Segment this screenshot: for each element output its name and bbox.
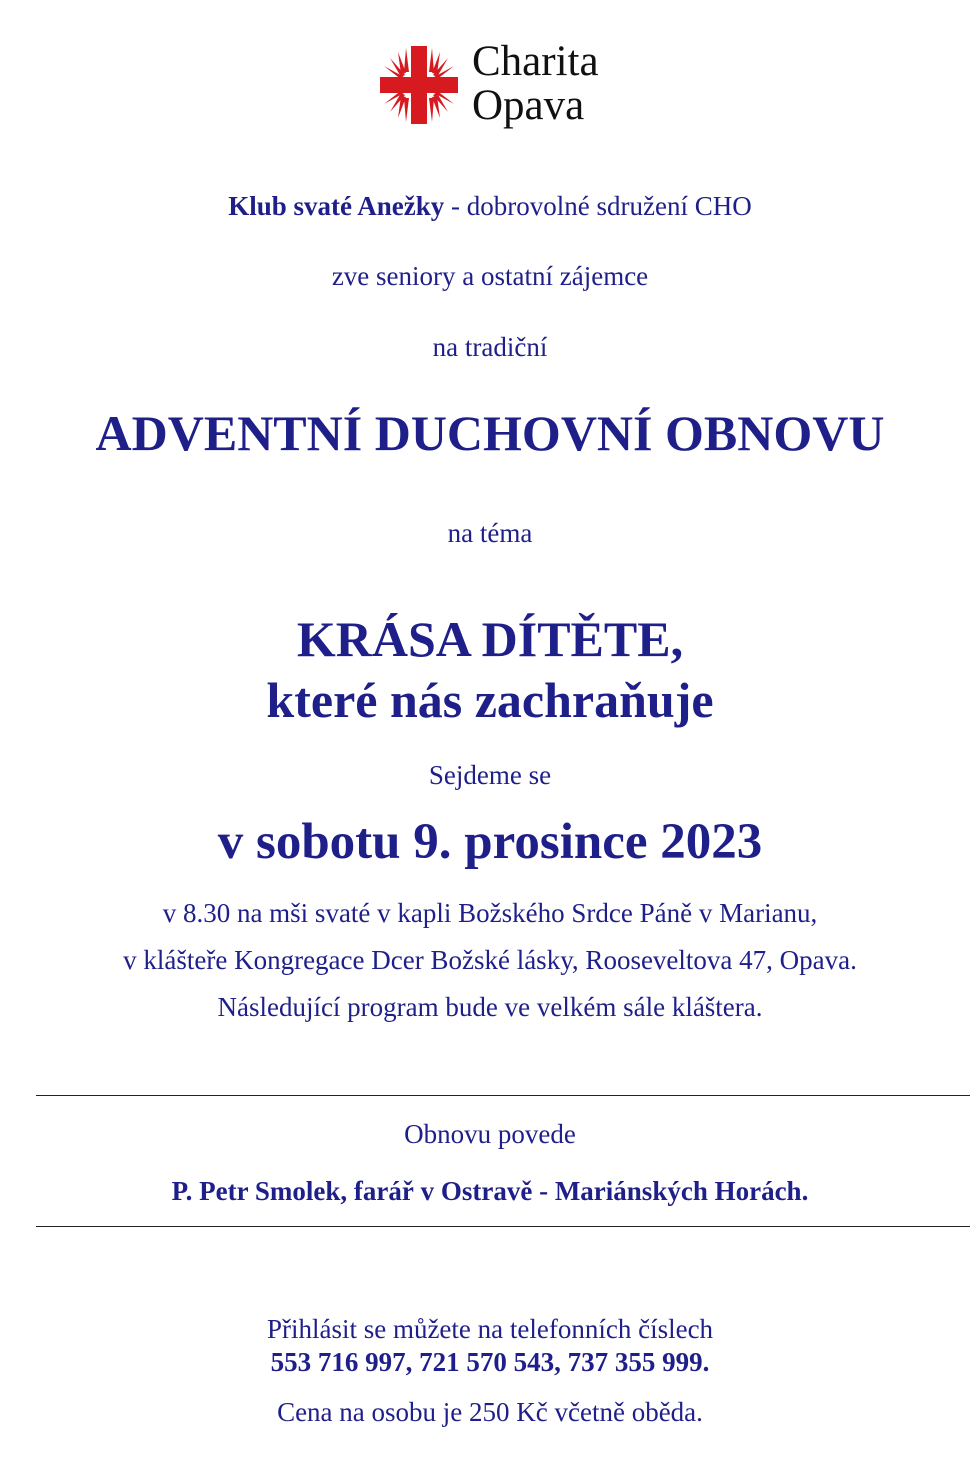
club-name: Klub svaté Anežky (228, 191, 445, 221)
club-suffix: - dobrovolné sdružení CHO (444, 191, 752, 221)
logo-line-opava: Opava (472, 82, 585, 129)
registration-phones: 553 716 997, 721 570 543, 737 355 999. (270, 1347, 710, 1377)
theme-title-line1: KRÁSA DÍTĚTE, (296, 611, 684, 667)
divider-bottom (36, 1226, 970, 1227)
leader-name: P. Petr Smolek, farář v Ostravě - Mariánských Horách. (171, 1176, 809, 1206)
intro-line-traditional: na tradiční (432, 332, 548, 362)
theme-intro: na téma (447, 518, 533, 548)
divider-top (36, 1095, 970, 1096)
leader-intro: Obnovu povede (404, 1119, 576, 1149)
registration-price: Cena na osobu je 250 Kč včetně oběda. (277, 1397, 703, 1427)
logo-line-charita: Charita (472, 38, 599, 85)
event-date: v sobotu 9. prosince 2023 (217, 814, 763, 870)
details-line-3: Následující program bude ve velkém sále kláštera. (217, 992, 763, 1022)
logo-wordmark (472, 40, 599, 128)
charita-logo (376, 40, 636, 140)
intro-line-invite: zve seniory a ostatní zájemce (331, 261, 649, 291)
meet-intro: Sejdeme se (428, 760, 552, 790)
intro-line-club (0, 191, 980, 222)
event-title: ADVENTNÍ DUCHOVNÍ OBNOVU (95, 405, 885, 461)
details-line-2: v klášteře Kongregace Dcer Božské lásky, Rooseveltova 47, Opava. (123, 945, 857, 975)
theme-title-line2: které nás zachraňuje (266, 672, 714, 728)
registration-intro: Přihlásit se můžete na telefonních číslech (266, 1314, 714, 1344)
details-line-1: v 8.30 na mši svaté v kapli Božského Srdce Páně v Marianu, (162, 898, 818, 928)
charita-cross-icon (376, 42, 462, 128)
